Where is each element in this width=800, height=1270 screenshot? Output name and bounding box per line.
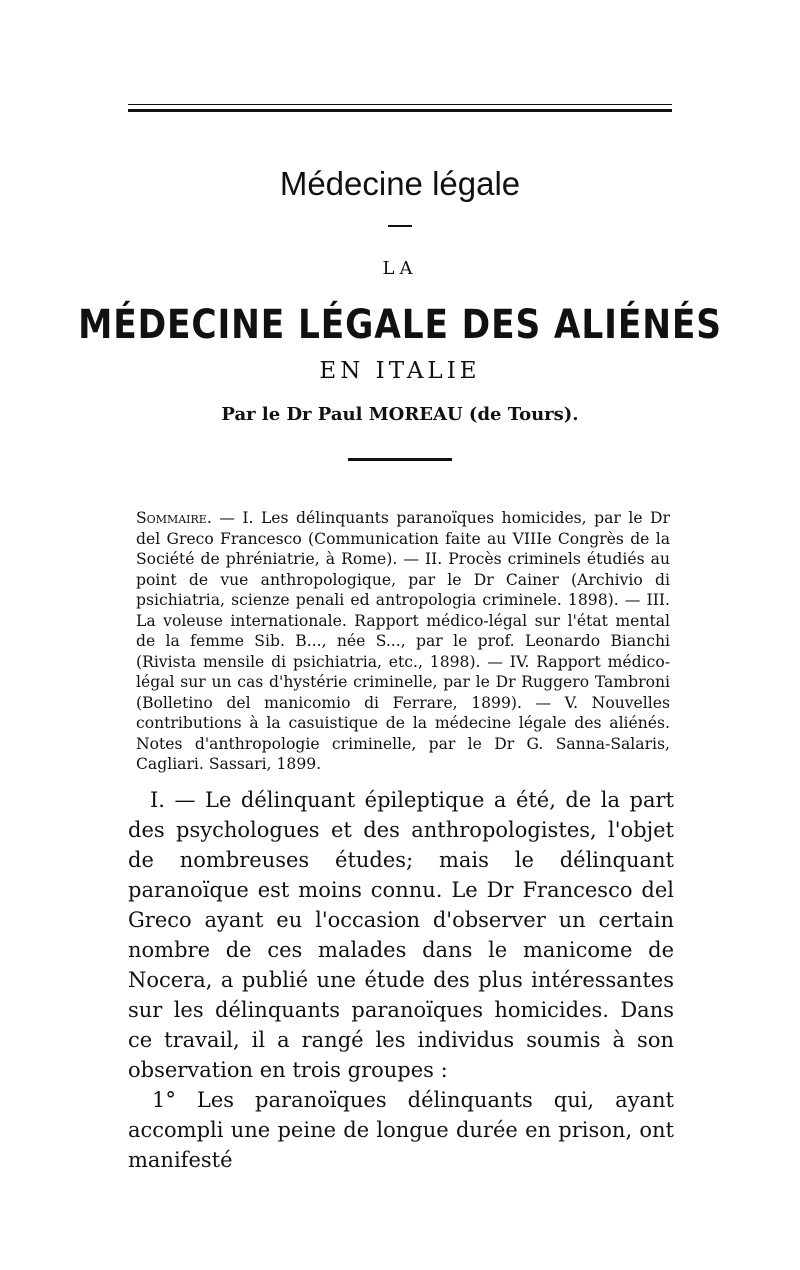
article-prefix: LA [382, 258, 418, 279]
byline: Par le Dr Paul MOREAU (de Tours). [221, 404, 579, 425]
top-rule-thin [128, 104, 672, 105]
summary-text: — I. Les délinquants paranoïques homicides, par le Dr del Greco Francesco (Communication faite au VIIIe Congrès de la Société de phréniatrie, à Rome). — II. Procès criminels étudiés au point de vue anthropologique, par le Dr Cainer (Archivio di psichiatria, scienze penali ed antropologia criminele. 1898). — III. La voleuse internationale. Rapport médico-légal sur l'état mental de la femme Sib. B..., née S..., par le prof. Leonardo Bianchi (Rivista mensile di psichiatria, etc., 1898). — IV. Rapport médico-légal sur un cas d'hystérie criminelle, par le Dr Ruggero Tambroni (Bolletino del manicomio di Ferrare, 1899). — V. Nouvelles contributions à la casuistique de la médecine légale des aliénés. Notes d'anthropologie criminelle, par le Dr G. Sanna-Salaris, Cagliari. Sassari, 1899. [136, 509, 670, 773]
article-subtitle: EN ITALIE [319, 358, 481, 384]
summary-label: Sommaire. [136, 509, 212, 527]
paragraph: I. — Le délinquant épileptique a été, de la part des psychologues et des anthropologistes, l'objet de nombreuses études; mais le délinquant paranoïque est moins connu. Le Dr Francesco del Greco ayant eu l'occasion d'observer un certain nombre de ces malades dans le manicome de Nocera, a publié une étude des plus intéressantes sur les délinquants paranoïques homicides. Dans ce travail, il a rangé les individus soumis à son observation en trois groupes : [128, 788, 674, 1082]
title-dash [388, 225, 412, 227]
section-title: Médecine légale [279, 165, 521, 202]
body-text [128, 785, 674, 1175]
summary-block [136, 508, 670, 775]
paragraph: 1° Les paranoïques délinquants qui, ayant accompli une peine de longue durée en prison, ont manifesté [128, 1088, 674, 1172]
article-title: MÉDECINE LÉGALE DES ALIÉNÉS [78, 302, 722, 348]
top-rule-thick [128, 109, 672, 112]
section-divider [348, 458, 452, 461]
